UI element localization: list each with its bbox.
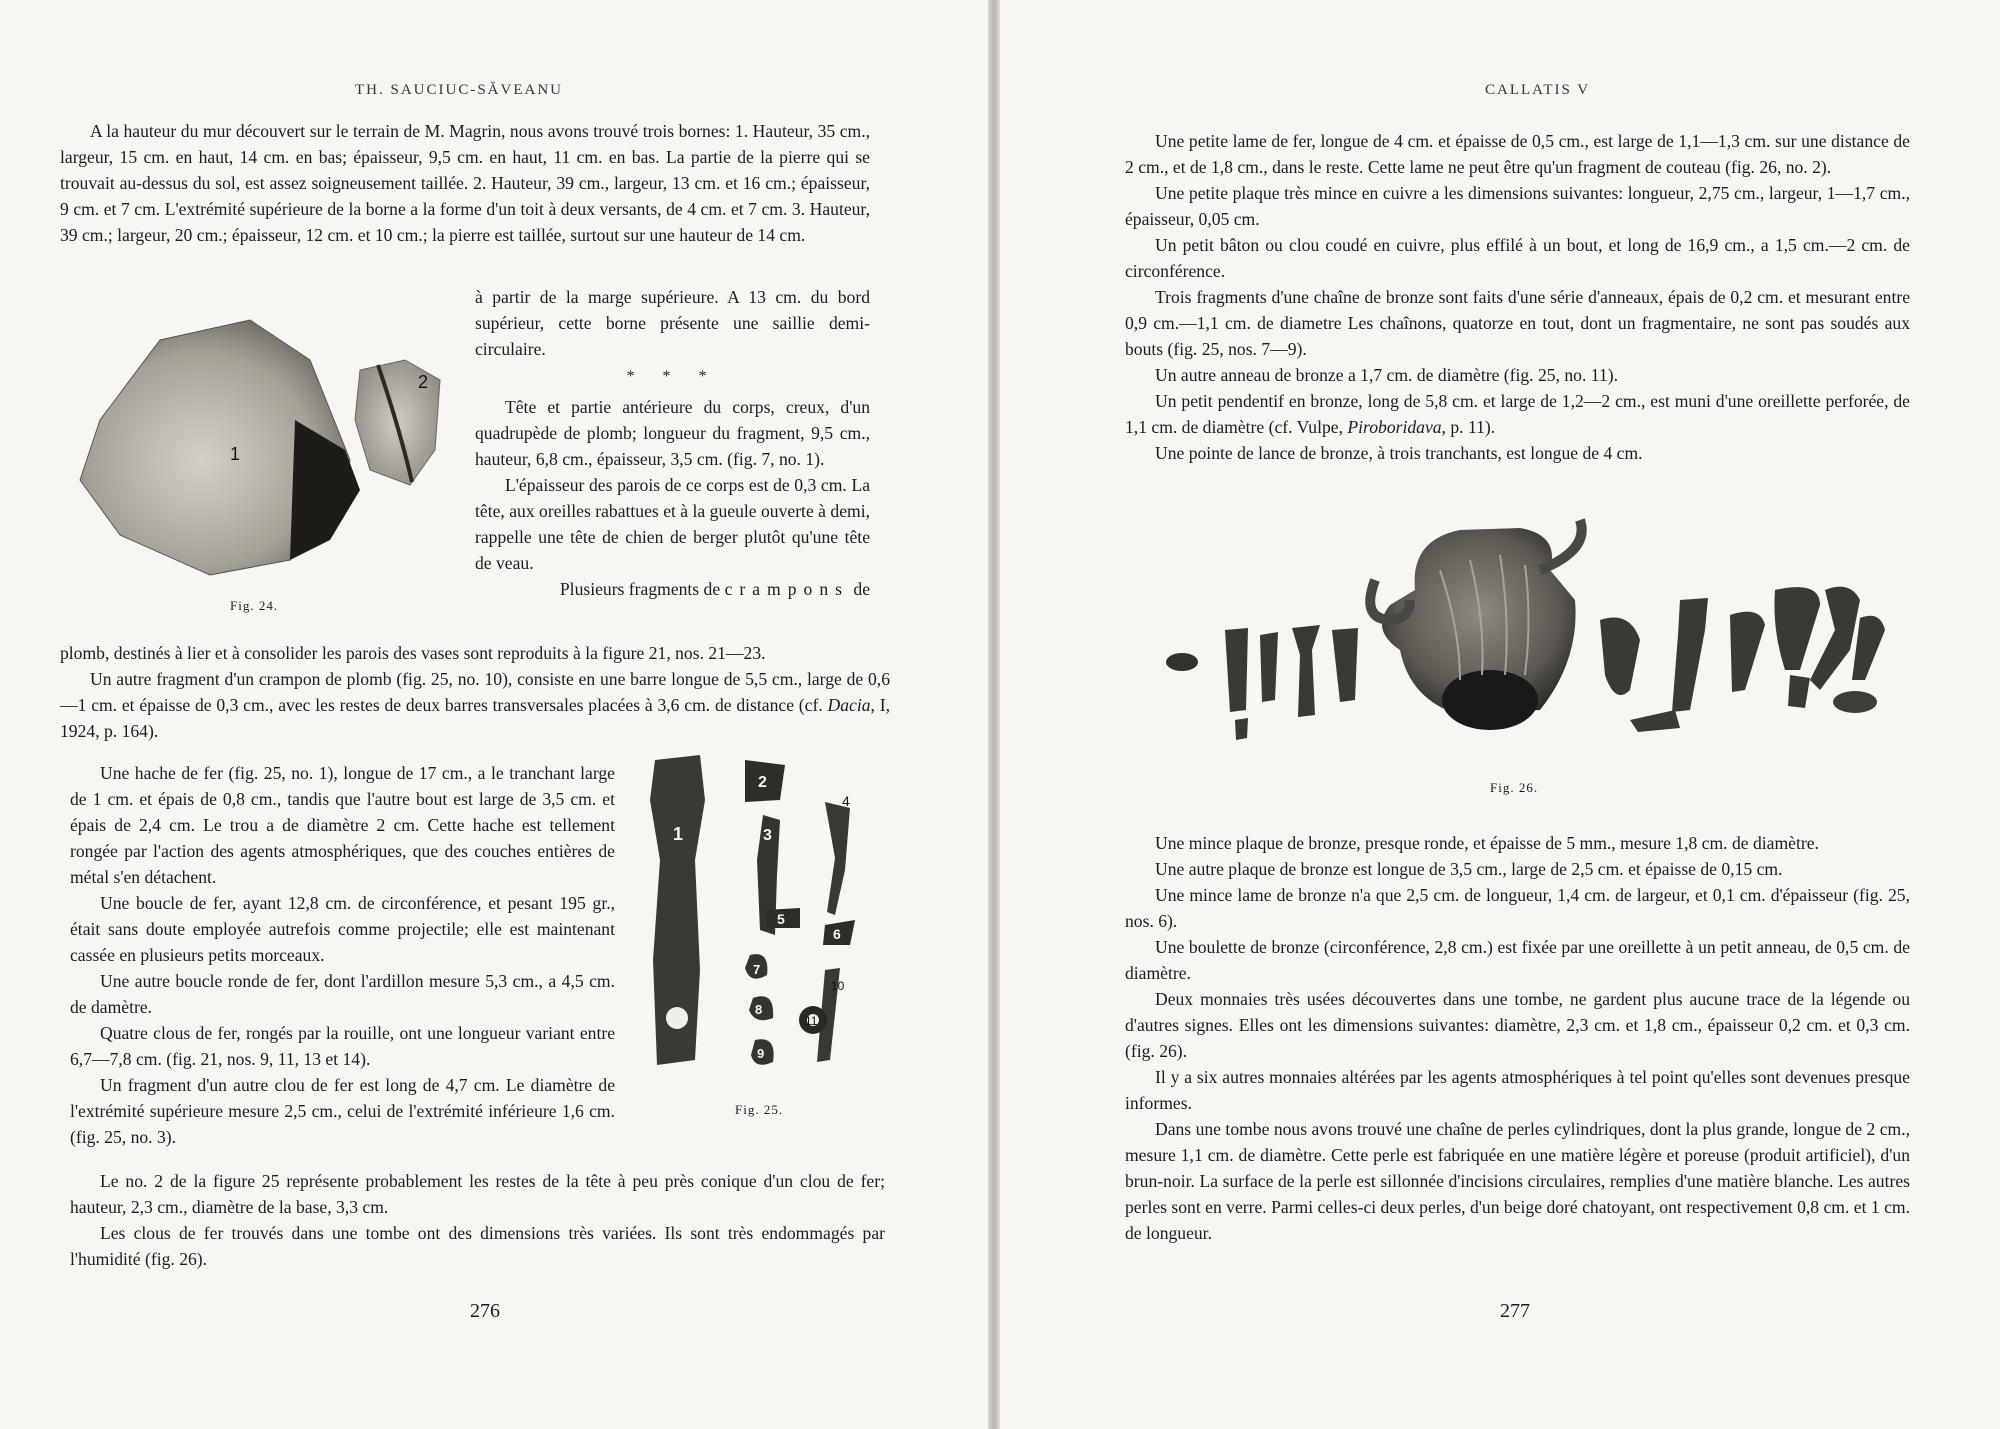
figure-25-label-11: 11: [805, 1014, 818, 1028]
figure-24-photo: [60, 300, 460, 590]
paragraph-fragment-clou: Un fragment d'un autre clou de fer est long de 4,7 cm. Le diamètre de l'extrémité supérieure mesure 2,5 cm., celui de l'extrémité inférieure 1,6 cm. (fig. 25, no. 3).: [70, 1075, 615, 1147]
figure-25-caption: Fig. 25.: [735, 1102, 784, 1117]
dacia-title: Dacia: [827, 695, 871, 715]
paragraph-pendentif: [1125, 388, 1910, 440]
text-block-middle: [60, 640, 890, 744]
paragraph-bornes: A la hauteur du mur découvert sur le terrain de M. Magrin, nous avons trouvé trois bornes: 1. Hauteur, 35 cm., largeur, 15 cm. en haut, 14 cm. en bas; épaisseur, 9,5 cm. en haut, 11 cm. en bas. La partie de la pierre qui se trouvait au-dessus du sol, est assez soigneusement taillée. 2. Hauteur, 39 cm., largeur, 13 cm. et 16 cm.; épaisseur, 9 cm. et 7 cm. L'extrémité supérieure de la borne a la forme d'un toit à deux versants, de 4 cm. et 7 cm. 3. Hauteur, 39 cm.; largeur, 20 cm.; épaisseur, 12 cm. et 10 cm.; la pierre est taillée, surtout sur une hauteur de 14 cm.: [60, 121, 870, 245]
pendentif-end: , p. 11).: [1441, 417, 1496, 437]
figure-25-label-5: 5: [777, 911, 785, 927]
paragraph-clous-tombe: Les clous de fer trouvés dans une tombe ont des dimensions très variées. Ils sont très endommagés par l'humidité (fig. 26).: [70, 1223, 885, 1269]
figure-25-photo: [645, 740, 890, 1090]
plusieurs-de: de: [853, 579, 870, 599]
paragraph-plusieurs: [475, 576, 870, 602]
running-head-left: TH. SAUCIUC-SĂVEANU: [355, 82, 564, 98]
figure-25: [645, 740, 890, 1090]
paragraph-plaque: Une petite plaque très mince en cuivre a les dimensions suivantes: longueur, 2,75 cm., largeur, 1—1,7 cm., épaisseur, 0,05 cm.: [1125, 183, 1910, 229]
text-column-right: [475, 284, 870, 602]
paragraph-mince-lame: Une mince lame de bronze n'a que 2,5 cm. de longueur, 1,4 cm. de largeur, et 0,1 cm. d'épaisseur (fig. 25, nos. 6).: [1125, 885, 1910, 931]
figure-25-label-1: 1: [673, 824, 684, 844]
paragraph-six-monnaies: Il y a six autres monnaies altérées par les agents atmosphériques à tel point qu'elles sont devenues presque informes.: [1125, 1067, 1910, 1113]
figure-24-label-1: 1: [230, 444, 241, 464]
paragraph-no2: Le no. 2 de la figure 25 représente probablement les restes de la tête à peu près conique d'un clou de fer; hauteur, 2,3 cm., diamètre de la base, 3,3 cm.: [70, 1171, 885, 1217]
paragraph-epaisseur: L'épaisseur des parois de ce corps est de 0,3 cm. La tête, aux oreilles rabattues et à la gueule ouverte à demi, rappelle une tête de chien de berger plutôt qu'une tête de veau.: [475, 475, 870, 573]
paragraph-hache: Une hache de fer (fig. 25, no. 1), longue de 17 cm., a le tranchant large de 1 cm. et épais de 0,8 cm., tandis que l'autre bout est large de 3,5 cm. et épais de 2,4 cm. Le trou a de diamètre 2 cm. Cette hache est tellement rongée par l'action des agents atmosphériques, que des couches entières de métal s'en détachent.: [70, 763, 615, 887]
page-number-left: 276: [470, 1300, 500, 1322]
running-head-right: CALLATIS V: [1485, 82, 1591, 98]
figure-24: [60, 300, 460, 590]
paragraph-bornes-cont: à partir de la marge supérieure. A 13 cm. du bord supérieur, cette borne présente une saillie demi-circulaire.: [475, 287, 870, 359]
paragraph-boulette: Une boulette de bronze (circonférence, 2,8 cm.) est fixée par une oreillette à un petit anneau, de 0,5 cm. de diamètre.: [1125, 937, 1910, 983]
paragraph-plomb: plomb, destinés à lier et à consolider les parois des vases sont reproduits à la figure 21, nos. 21—23.: [60, 643, 766, 663]
paragraph-clous: Quatre clous de fer, rongés par la rouille, ont une longueur variant entre 6,7—7,8 cm. (fig. 21, nos. 9, 11, 13 et 14).: [70, 1023, 615, 1069]
figure-26-caption: Fig. 26.: [1490, 780, 1539, 795]
figure-24-label-2: 2: [418, 372, 429, 392]
crampons-spaced: crampons: [724, 579, 849, 599]
figure-25-label-2: 2: [758, 774, 767, 791]
figure-25-label-7: 7: [753, 962, 761, 977]
page-number-right: 277: [1500, 1300, 1530, 1322]
figure-25-label-3: 3: [763, 827, 772, 844]
paragraph-monnaies: Deux monnaies très usées découvertes dans une tombe, ne gardent plus aucune trace de la légende ou d'autres signes. Elles ont les dimensions suivantes: diamètre, 2,3 cm. et 1,8 cm., épaisseur 0,2 cm. et 0,3 cm. (fig. 26).: [1125, 989, 1910, 1061]
paragraph-chaine: Trois fragments d'une chaîne de bronze sont faits d'une série d'anneaux, épais de 0,2 cm. et mesurant entre 0,9 cm.—1,1 cm. de diametre Les chaînons, quatorze en tout, dont un fragmentaire, ne sont pas soudés aux bouts (fig. 25, nos. 7—9).: [1125, 287, 1910, 359]
figure-24-caption: Fig. 24.: [230, 598, 279, 613]
figure-25-label-8: 8: [755, 1002, 763, 1017]
autre-fragment-text: Un autre fragment d'un crampon de plomb (fig. 25, no. 10), consiste en une barre longue de 5,5 cm., large de 0,6—1 cm. et épaisse de 0,3 cm., avec les restes de deux barres transversales placées à 3,6 cm. de distance (cf.: [60, 669, 890, 715]
paragraph-lame: Une petite lame de fer, longue de 4 cm. et épaisse de 0,5 cm., est large de 1,1—1,3 cm. sur une distance de 2 cm., et de 1,8 cm., dans le reste. Cette lame ne peut être qu'un fragment de couteau (fig. 26, no. 2).: [1125, 131, 1910, 177]
left-page: [0, 0, 990, 1429]
figure-26-photo: [1160, 510, 1920, 760]
paragraph-baton: Un petit bâton ou clou coudé en cuivre, plus effilé à un bout, et long de 16,9 cm., a 1,5 cm.—2 cm. de circonférence.: [1125, 235, 1910, 281]
paragraph-boucle-ronde: Une autre boucle ronde de fer, dont l'ardillon mesure 5,3 cm., a 4,5 cm. de damètre.: [70, 971, 615, 1017]
text-block-bottom-right: [1125, 830, 1910, 1246]
section-separator: * * *: [626, 368, 719, 385]
paragraph-mince-plaque: Une mince plaque de bronze, presque ronde, et épaisse de 5 mm., mesure 1,8 cm. de diamètre.: [1155, 833, 1819, 853]
figure-26: [1160, 510, 1920, 760]
paragraph-tete: Tête et partie antérieure du corps, creux, d'un quadrupède de plomb; longueur du fragment, 9,5 cm., hauteur, 6,8 cm., épaisseur, 3,5 cm. (fig. 7, no. 1).: [475, 397, 870, 469]
figure-25-label-4: 4: [842, 793, 850, 809]
book-gutter: [988, 0, 1000, 1429]
paragraph-anneau: Un autre anneau de bronze a 1,7 cm. de diamètre (fig. 25, no. 11).: [1155, 365, 1618, 385]
paragraph-perles: Dans une tombe nous avons trouvé une chaîne de perles cylindriques, dont la plus grande, longue de 2 cm., mesure 1,1 cm. de diamètre. Cette perle est fabriquée en une matière légère et poreuse (produit artificiel), d'un brun-noir. La surface de la perle est sillonnée d'incisions circulaires, remplies d'une matière blanche. Les autres perles sont en verre. Parmi celles-ci deux perles, d'un beige doré chatoyant, ont respectivement 0,8 cm. et 1 cm. de longueur.: [1125, 1119, 1910, 1243]
piroboridava-title: Piroboridava: [1347, 417, 1442, 437]
figure-25-label-9: 9: [757, 1046, 765, 1061]
text-block-intro: [60, 118, 870, 248]
autre-fragment-end: , I, 1924, p. 164).: [60, 695, 890, 741]
figure-25-label-10: 10: [831, 979, 845, 993]
paragraph-autre-fragment: [60, 666, 890, 744]
pendentif-text: Un petit pendentif en bronze, long de 5,8 cm. et large de 1,2—2 cm., est muni d'une oreillette perforée, de 1,1 cm. de diamètre (cf. Vulpe,: [1125, 391, 1910, 437]
paragraph-autre-plaque: Une autre plaque de bronze est longue de 3,5 cm., large de 2,5 cm. et épaisse de 0,15 cm.: [1155, 859, 1783, 879]
figure-25-label-6: 6: [833, 926, 841, 942]
plusieurs-text: Plusieurs fragments de: [559, 579, 721, 599]
text-block-top-right: [1125, 128, 1910, 466]
paragraph-pointe: Une pointe de lance de bronze, à trois tranchants, est longue de 4 cm.: [1155, 443, 1643, 463]
right-page: [1000, 0, 2000, 1429]
text-column-left: [70, 760, 615, 1150]
paragraph-boucle: Une boucle de fer, ayant 12,8 cm. de circonférence, et pesant 195 gr., était sans doute employée autrefois comme projectile; elle est maintenant cassée en plusieurs petits morceaux.: [70, 893, 615, 965]
text-block-bottom: [70, 1168, 885, 1272]
